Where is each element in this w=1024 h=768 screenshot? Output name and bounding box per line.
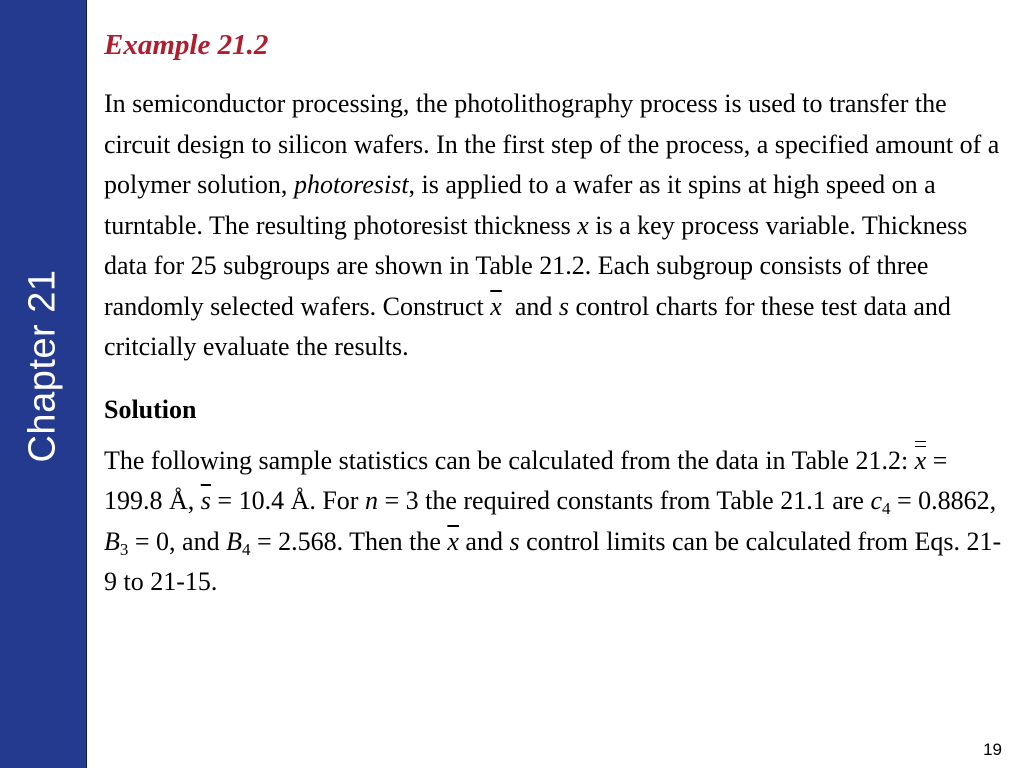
problem-text-4: and [501, 291, 559, 321]
b3-symbol: B [104, 526, 120, 556]
photoresist-term: photoresist [293, 170, 409, 199]
s-bar-symbol: $\overline{s}$ [200, 486, 211, 515]
solution-text-1: The following sample statistics can be calculated from the data in Table 21.2: [104, 445, 915, 475]
s-symbol-2: s [509, 526, 520, 556]
example-title: Example 21.2 [104, 29, 269, 61]
solution-heading: Solution [104, 394, 197, 424]
s-symbol: s [558, 291, 569, 321]
solution-text-9: control limits can be calculated from Eqs. 21-9 to 21-15. [104, 526, 1002, 596]
solution-text-8: and [458, 526, 510, 556]
solution-text-2: = 199.8 Å, [104, 445, 948, 515]
n-symbol: n [364, 486, 378, 515]
solution-text-7: = 2.568. Then the [250, 526, 448, 556]
solution-text [104, 441, 1010, 603]
solution-text-3: = 10.4 Å. For [210, 486, 365, 515]
solution-text-5: = 0.8862, [890, 486, 997, 515]
c4-subscript: 4 [882, 499, 891, 518]
problem-text-3: is a key process variable. Thickness data for 25 subgroups are shown in Table 21.2. Each subgroup consists of three randomly selected wafers. Construct [104, 210, 968, 321]
x-bar-symbol-2: $\overline{x}$ [447, 526, 459, 556]
chapter-label: Chapter 21 [21, 269, 64, 463]
problem-text-2: , is applied to a wafer as it spins at high speed on a turntable. The resulting photoresist thickness [104, 170, 936, 240]
b3-subscript: 3 [119, 539, 129, 559]
chapter-sidebar [0, 0, 87, 768]
slide-content [104, 28, 1010, 603]
problem-text-5: control charts for these test data and critcially evaluate the results. [104, 291, 951, 361]
problem-statement [104, 84, 1010, 368]
b4-subscript: 4 [241, 539, 251, 559]
solution-text-6: = 0, and [128, 526, 227, 556]
x-double-bar-symbol: x [915, 441, 927, 482]
b4-symbol: B [226, 526, 242, 556]
x-bar-symbol: $\overline{x}$ [490, 291, 502, 321]
x-symbol: x [577, 210, 589, 240]
page-number: 19 [983, 740, 1002, 759]
problem-text-1: In semiconductor processing, the photolithography process is used to transfer the circuit design to silicon wafers. In the first step of the process, a specified amount of a polymer solution, [104, 89, 1000, 199]
solution-text-4: = 3 the required constants from Table 21.1 are [377, 486, 871, 515]
c4-symbol: c [870, 486, 883, 515]
